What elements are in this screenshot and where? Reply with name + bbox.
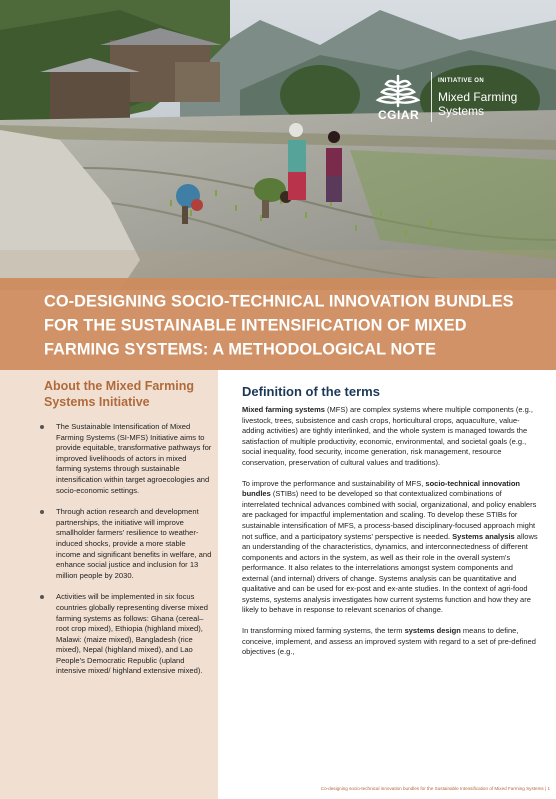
rice-terrace-photo xyxy=(0,0,556,290)
term-mixed-farming-systems: Mixed farming systems xyxy=(242,405,325,414)
paragraph-stibs xyxy=(242,479,538,616)
bullet-icon xyxy=(40,510,44,514)
sidebar-list-item xyxy=(36,422,212,496)
paragraph-text: To improve the performance and sustainability of MFS, xyxy=(242,478,426,488)
sidebar-list-item xyxy=(36,592,212,677)
initiative-label: INITIATIVE ON xyxy=(438,78,485,84)
document-title: CO-DESIGNING SOCIO-TECHNICAL INNOVATION BUNDLES FOR THE SUSTAINABLE INTENSIFICATION OF MIXED FARMING SYSTEMS: A METHODOLOGICAL NOTE xyxy=(44,292,514,359)
bullet-icon xyxy=(40,425,44,429)
paragraph-text: In transforming mixed farming systems, the term xyxy=(242,626,405,636)
initiative-name: Mixed Farming Systems xyxy=(438,90,518,118)
sidebar-item-text: Through action research and development partnerships, the initiative will improve smallholder farmers' resilience to weather-induced shocks, provide a more stable income and significant benefits in welfare, and enhance social justice and inclusion for 13 million people by 2030. xyxy=(56,507,212,580)
cgiar-logo xyxy=(372,68,552,128)
paragraph-systems-design xyxy=(242,626,538,658)
term-stibs: socio-technical innovation bundles xyxy=(242,478,521,499)
cgiar-wordmark: CGIAR xyxy=(378,108,420,122)
paragraph-text: means to define, conceive, implement, and assess an improved system with regard to a set of pre-defined objectives (e.g., xyxy=(242,626,536,657)
sidebar-item-text: The Sustainable Intensification of Mixed Farming Systems (SI-MFS) Initiative aims to provide equitable, transformative pathways for improved livelihoods of actors in mixed farming systems through sustainable intensification within target agroecologies and socio-economic settings. xyxy=(56,422,212,495)
definitions-body xyxy=(242,405,538,669)
sidebar-list xyxy=(36,422,212,688)
page-footer: Co-designing socio-technical innovation bundles for the Sustainable Intensification of Mixed Farming Systems | 1 xyxy=(320,786,550,791)
term-systems-analysis: Systems analysis xyxy=(452,531,515,541)
sidebar-list-item xyxy=(36,507,212,581)
logo-divider xyxy=(431,72,432,122)
paragraph-mfs xyxy=(242,405,538,468)
sidebar-item-text: Activities will be implemented in six focus countries globally representing diverse mixed farming systems as follows: Ghana (cereal–root crop mixed), Ethiopia (highland mixed), Malawi: (maize mixed), Bangladesh (rice mixed), Nepal (highland mixed), and Lao People's Democratic Republic (upland intensive mixed/ highland extensive mixed). xyxy=(56,592,208,676)
paragraph-text: (MFS) are complex systems where multiple components (e.g., livestock, trees, subsistence and cash crops, horticultural crops, aquaculture, value-adding activities) are tightly interlinked, and the whole system is managed towards the satisfaction of multiple productivity, economic, environmental, and societal goals (e.g., social inequality, food security, income generation, risk management, resource conservation, preservation of cultural values and traditions). xyxy=(242,405,533,467)
definitions-heading: Definition of the terms xyxy=(242,384,380,399)
paragraph-text: (STIBs) need to be developed so that contextualized combinations of interrelated technical advances combined with social, organizational, and policy enablers are packaged for impactful implementation and scaling. To develop these STIBs for sustainable intensification of MFS, a process-based disciplinary-focused approach might not suffice, and a participatory systems' perspective is needed. xyxy=(242,489,537,541)
sidebar-heading: About the Mixed Farming Systems Initiative xyxy=(44,379,194,409)
term-systems-design: systems design xyxy=(404,626,461,636)
bullet-icon xyxy=(40,595,44,599)
paragraph-text: allows an understanding of the characteristics, dynamics, and interconnectedness of different components and actors in the system, as well as their role in the overall system's performance. It also relates to the interrelations amongst system components and external (and internal) drivers of change. Systems analysis can be quantitative and qualitative and can be used for ex-post and ex-ante studies. In the context of agri-food systems, systems analysis investigates how current systems function and how they are likely to behave in response to relevant scenarios of change. xyxy=(242,531,538,615)
hero-photo xyxy=(0,0,556,290)
